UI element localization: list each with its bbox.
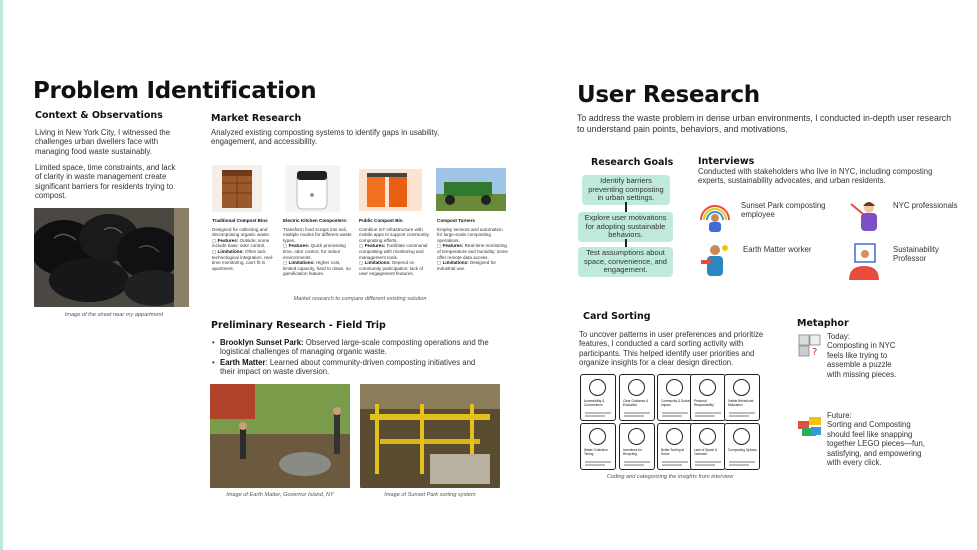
context-paragraph-2: Limited space, time constraints, and lack of clarity in waste management create significant barriers for residents trying to compost.	[35, 163, 176, 201]
market-item-title: Public Compost Bin	[359, 218, 403, 223]
avatar	[845, 196, 885, 236]
list-item: • Earth Matter: Learned about community-driven composting initiatives and their impact on waste diversion.	[212, 358, 492, 377]
market-item-features: Facilitate communal composting with monitoring and management tools.	[359, 243, 428, 260]
sorting-card: Waste Collection Timing	[580, 423, 616, 470]
market-item-limitations: Designed for industrial use.	[437, 260, 496, 271]
market-item-limitations: Depend on community participation; lack of user engagement features.	[359, 260, 424, 277]
lego-icon	[797, 413, 823, 439]
interviews-heading: Interviews	[698, 156, 755, 167]
research-goal-3: Test assumptions about space, convenience, and engagement.	[578, 247, 673, 277]
market-item-traditional: Traditional Compost Bins Designed for collecting and decomposing organic waste. ▢ Features: Outside; some include basic odor control. ▢ Limitations: Often lack technological integration, real-time monitoring, can't fit in apartment.	[212, 218, 277, 271]
market-item-electric: Electric Kitchen Composters: Transform food scraps into soil, multiple modes for different waste types. ▢ Features: Quick processing time, odor control, for indoor environments. ▢ Limitations: Higher cost, limited capacity, hard to clean, no gamification feature.	[283, 218, 352, 277]
market-item-title: Electric Kitchen Composters:	[283, 218, 348, 223]
market-item-features: Quick processing time, odor control, for indoor environments.	[283, 243, 346, 260]
sorting-card: Visible Behavioral Motivation	[724, 374, 760, 421]
page-title-problem-identification: Problem Identification	[33, 78, 317, 104]
street-trash-photo	[34, 208, 189, 307]
sunset-park-photo	[360, 384, 500, 488]
sorting-card: Clear Guidance & Education	[619, 374, 655, 421]
card-sorting-heading: Card Sorting	[583, 311, 651, 322]
sorting-card: Lack of Space & Outreach	[690, 423, 726, 470]
interviewee-label: Sunset Park composting employee	[741, 201, 826, 220]
page-edge-accent	[0, 0, 3, 550]
public-compost-bin-image	[359, 169, 422, 211]
research-goals-heading: Research Goals	[591, 157, 674, 168]
compost-turner-image	[436, 168, 506, 211]
card-sorting-caption: Coding and categorizing the insights from interview	[606, 474, 734, 480]
avatar	[845, 242, 883, 280]
market-item-desc: Transform food scraps into soil, multiple modes for different waste types.	[283, 226, 352, 243]
metaphor-heading: Metaphor	[797, 318, 849, 329]
market-item-title: Traditional Compost Bins	[212, 218, 268, 223]
market-item-title: Compost Turners	[437, 218, 475, 223]
earth-matter-caption: Image of Earth Matter, Governor Island, NY	[226, 492, 334, 498]
user-research-intro: To address the waste problem in dense urban environments, I conducted in-depth user research to understand pain points, behaviors, and motivations.	[577, 113, 952, 134]
metaphor-today-text: Today: Composting in NYC feels like trying to assemble a puzzle with missing pieces.	[827, 332, 897, 379]
market-item-turners: Compost Turners Employ sensors and automation for large-scale composting operations. ▢ Features: Real-time monitoring of temperature and humidity; some offer remote data access. ▢ Limitations: Designed for industrial use.	[437, 218, 508, 271]
earth-matter-photo	[210, 384, 350, 488]
interviewee-label: Earth Matter worker	[743, 245, 812, 254]
avatar	[697, 198, 733, 234]
puzzle-icon	[797, 333, 823, 359]
market-research-caption: Market research to compare different existing solution	[293, 296, 427, 302]
market-item-public: Public Compost Bin Combine IoT infrastructure with mobile apps to support community composting efforts. ▢ Features: Facilitate communal composting with monitoring and management tools. ▢ Limitations: Depend on community participation; lack of user engagement features.	[359, 218, 429, 277]
field-trip-list	[212, 338, 492, 377]
market-item-desc: Designed for collecting and decomposing organic waste.	[212, 226, 271, 238]
sorting-card: Community & Social Impact	[657, 374, 693, 421]
market-research-intro: Analyzed existing composting systems to identify gaps in usability, engagement, and accessibility.	[211, 128, 440, 147]
street-photo-caption: Image of the street near my appartment	[64, 312, 164, 318]
sorting-card: Composting Options	[724, 423, 760, 470]
sorting-card: Incentives for Recycling	[619, 423, 655, 470]
context-paragraph-1: Living in New York City, I witnessed the challenges urban dwellers face with managing food waste sustainably.	[35, 128, 171, 156]
market-research-heading: Market Research	[211, 113, 302, 124]
market-item-limitations: Often lack technological integration, real-time monitoring, can't fit in apartment.	[212, 248, 274, 271]
sunset-park-caption: Image of Sunset Park sorting system	[384, 492, 476, 498]
research-goal-1: Identify barriers preventing composting in urban settings.	[582, 175, 670, 205]
context-heading: Context & Observations	[35, 110, 163, 121]
research-goal-2: Explore user motivations for adopting sustainable behaviors.	[578, 212, 673, 242]
electric-composter-image	[285, 165, 340, 212]
sorting-card: Accessibility & Convenience	[580, 374, 616, 421]
market-item-desc: Employ sensors and automation for large-scale composting operations.	[437, 226, 503, 243]
market-item-limitations: Higher cost, limited capacity, hard to clean, no gamification feature.	[283, 260, 351, 277]
avatar	[697, 240, 733, 280]
sorting-card: Personal Responsibility	[690, 374, 726, 421]
sorting-card: Better Sorting at Home	[657, 423, 693, 470]
market-item-features: Outside; some include basic odor control.	[212, 237, 270, 249]
interviews-intro: Conducted with stakeholders who live in NYC, including composting experts, sustainability advocates, and urban residents.	[698, 167, 933, 186]
traditional-compost-bin-image	[212, 165, 262, 212]
svg-text:?: ?	[812, 347, 818, 358]
interviewee-label: NYC professionals	[893, 201, 958, 210]
metaphor-future-text: Future: Sorting and Composting should feel like snapping together LEGO pieces—fun, satisfying, and empowering with every click.	[827, 411, 925, 468]
market-item-desc: Combine IoT infrastructure with mobile apps to support community composting efforts.	[359, 226, 429, 243]
market-item-features: Real-time monitoring of temperature and humidity; some offer remote data access.	[437, 243, 508, 260]
page-title-user-research: User Research	[577, 82, 760, 108]
card-sorting-intro: To uncover patterns in user preferences and prioritize features, I conducted a card sorting activity with participants. This helped identify user priorities and organize insights for a clear design direction.	[579, 330, 764, 368]
list-item: • Brooklyn Sunset Park: Observed large-scale composting operations and the logistical challenges of managing organic waste.	[212, 338, 492, 357]
field-trip-heading: Preliminary Research - Field Trip	[211, 320, 386, 331]
interviewee-label: Sustainability Professor	[893, 245, 939, 264]
